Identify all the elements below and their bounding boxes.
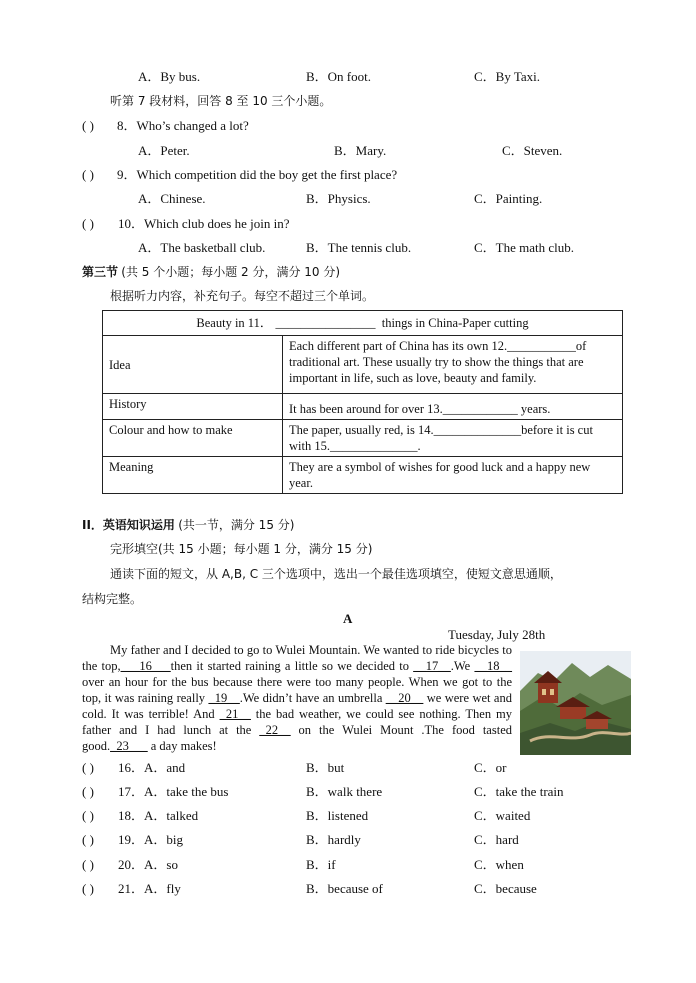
q9-option-b: B．Physics. [306, 191, 371, 206]
part2-heading-info: (共一节，满分 15 分) [178, 518, 295, 532]
q19-option-c: C．hard [474, 832, 519, 847]
q21-option-b: B．because of [306, 881, 383, 896]
q19-option-b: B．hardly [306, 832, 361, 847]
q10-stem: 10．Which club does he join in? [118, 216, 290, 231]
q17-option-b: B．walk there [306, 784, 383, 799]
q21-paren: ( ) [82, 881, 94, 896]
cloze-passage [82, 642, 512, 754]
q16-option-b: B．but [306, 760, 345, 775]
part2-heading-label: II．英语知识运用 [82, 518, 175, 532]
row-label-colour: Colour and how to make [103, 420, 283, 457]
table-title-post: things in China-Paper cutting [381, 316, 529, 330]
table-title-pre: Beauty in 11． [196, 316, 273, 330]
section3-instruction: 根据听力内容，补充句子。每空不超过三个单词。 [110, 289, 375, 303]
blank-22: _22__ [259, 723, 291, 737]
row-content-idea: Each different part of China has its own 12.___________of traditional art. These usually try to show the things that are important in life, such as love, beauty and family. [283, 336, 623, 394]
section3-label: 第三节 [82, 265, 119, 279]
passage-text: .We didn’t have an umbrella [239, 691, 386, 705]
q7-option-a: A．By bus. [138, 69, 201, 84]
q9-option-a: A．Chinese. [138, 191, 206, 206]
q10-option-b: B．The tennis club. [306, 240, 412, 255]
blank-20: __20__ [385, 691, 424, 705]
row-content-history: It has been around for over 13.____________ years. [283, 394, 623, 420]
q17-option-a: 17．A．take the bus [118, 784, 229, 799]
passage-letter: A [343, 611, 353, 626]
table-title-blank: ________________ [275, 316, 376, 330]
q8-option-a: A．Peter. [138, 143, 190, 158]
q8-stem: 8．Who’s changed a lot? [117, 118, 249, 133]
row-content-meaning: They are a symbol of wishes for good luck and a happy new year. [283, 457, 623, 494]
mountain-temple-photo [520, 651, 631, 755]
q9-paren: ( ) [82, 167, 94, 182]
blank-17: __17__ [413, 659, 451, 673]
passage-date: Tuesday, July 28th [448, 627, 546, 642]
blank-16: ___16___ [120, 659, 171, 673]
blank-21: _21__ [219, 707, 251, 721]
section3-info: (共 5 个小题；每小题 2 分，满分 10 分) [121, 265, 341, 279]
section3-heading [82, 264, 340, 280]
q21-option-c: C．because [474, 881, 537, 896]
passage-text: over an hour for the bus because there were too many people. When we got to the top, it was raining really [82, 675, 512, 705]
cloze-instruction-line1: 通读下面的短文，从 A,B, C 三个选项中，选出一个最佳选项填空，使短文意思通顺， [110, 567, 562, 581]
passage-text: .We [450, 659, 475, 673]
q18-option-b: B．listened [306, 808, 369, 823]
q8-paren: ( ) [82, 118, 94, 133]
q7-option-b: B．On foot. [306, 69, 372, 84]
q20-paren: ( ) [82, 857, 94, 872]
cloze-subheading: 完形填空(共 15 小题；每小题 1 分，满分 15 分) [110, 542, 373, 556]
passage-text: we were wet and cold. It was terrible! And [82, 691, 512, 721]
q19-paren: ( ) [82, 832, 94, 847]
blank-23: _23___ [110, 739, 148, 753]
row-content-colour: The paper, usually red, is 14.______________before it is cut with 15.______________. [283, 420, 623, 457]
blank-18: __18__ [474, 659, 512, 673]
q10-option-c: C．The math club. [474, 240, 575, 255]
row-label-idea: Idea [103, 336, 283, 394]
part2-heading [82, 517, 294, 533]
q16-paren: ( ) [82, 760, 94, 775]
passage-text: on the Wulei Mount .The food tasted good. [82, 723, 512, 753]
table-title [103, 311, 623, 336]
passage-text: the bad weather, we could see nothing. Then my father and I had lunch at the [82, 707, 513, 737]
q16-option-c: C．or [474, 760, 507, 775]
q17-option-c: C．take the train [474, 784, 564, 799]
cloze-instruction-line2: 结构完整。 [82, 592, 143, 606]
q20-option-b: B．if [306, 857, 336, 872]
q10-paren: ( ) [82, 216, 94, 231]
q20-option-a: 20．A．so [118, 857, 178, 872]
q7-option-c: C．By Taxi. [474, 69, 541, 84]
q9-stem: 9．Which competition did the boy get the first place? [117, 167, 398, 182]
q18-paren: ( ) [82, 808, 94, 823]
q8-option-c: C．Steven. [502, 143, 563, 158]
q18-option-c: C．waited [474, 808, 531, 823]
section7-intro: 听第 7 段材料，回答 8 至 10 三个小题。 [110, 94, 332, 108]
q8-option-b: B．Mary. [334, 143, 387, 158]
q16-option-a: 16．A．and [118, 760, 186, 775]
row-label-history: History [103, 394, 283, 420]
paper-cutting-table [102, 310, 623, 494]
passage-text: My father and I decided to go to Wulei Mountain. We wanted to ride bicycles to the top, [82, 643, 512, 673]
q20-option-c: C．when [474, 857, 524, 872]
q18-option-a: 18．A．talked [118, 808, 199, 823]
row-label-meaning: Meaning [103, 457, 283, 494]
passage-text: a day makes! [147, 739, 217, 753]
q10-option-a: A．The basketball club. [138, 240, 266, 255]
passage-text: then it started raining a little so we decided to [170, 659, 414, 673]
q19-option-a: 19．A．big [118, 832, 184, 847]
blank-19: _19__ [208, 691, 240, 705]
q21-option-a: 21．A．fly [118, 881, 181, 896]
q17-paren: ( ) [82, 784, 94, 799]
q9-option-c: C．Painting. [474, 191, 543, 206]
